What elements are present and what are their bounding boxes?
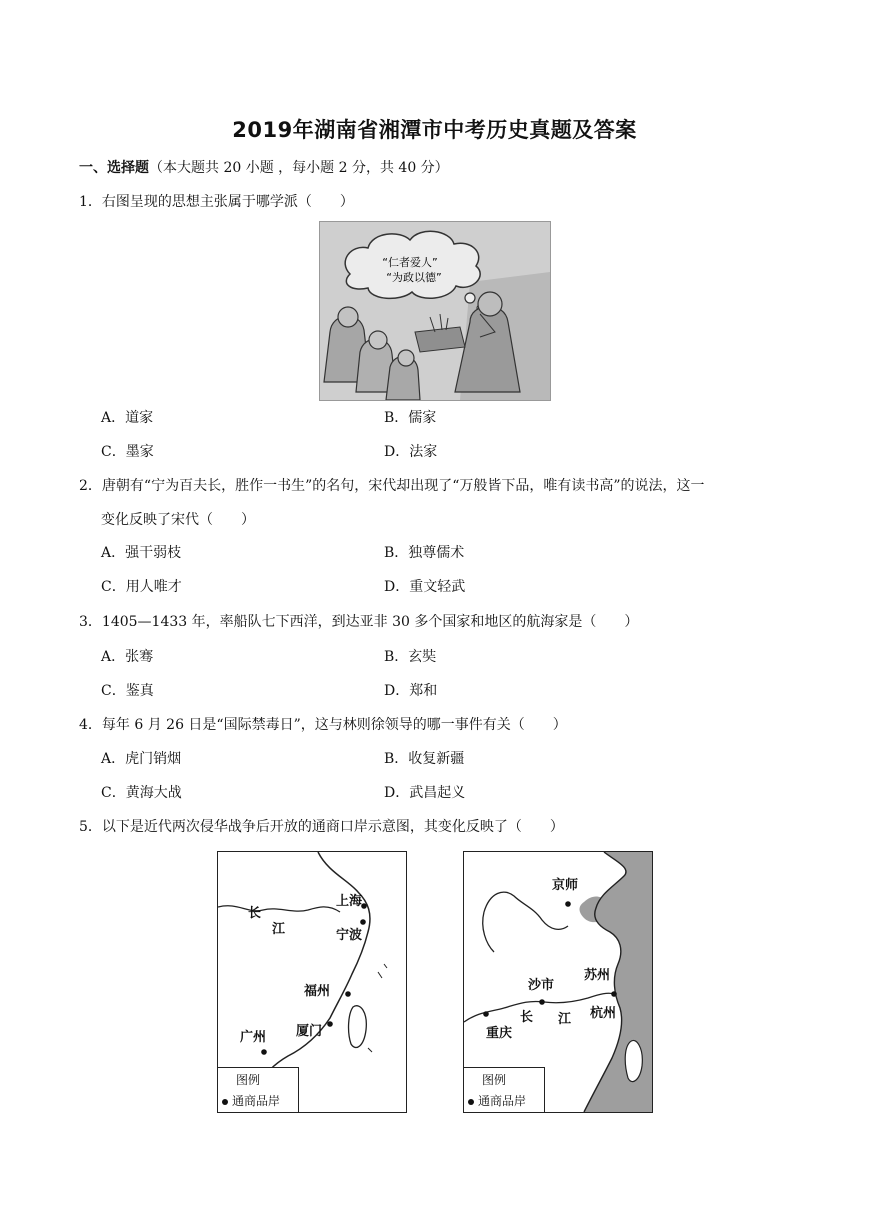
port-dot-icon — [222, 1099, 228, 1105]
map2-legend — [464, 1067, 545, 1112]
question-4-option-d: D．武昌起义 — [384, 785, 466, 801]
question-3-option-d: D．郑和 — [384, 683, 438, 699]
question-2-stem-line2: 变化反映了宋代（ ） — [101, 512, 255, 528]
map1-legend — [218, 1067, 299, 1112]
map1-label-fuzhou: 福州 — [304, 984, 331, 999]
question-2-option-a: A．强干弱枝 — [101, 545, 182, 561]
map2-label-jiang: 江 — [558, 1012, 572, 1027]
map1-label-jiang: 江 — [272, 922, 286, 937]
section-note: （本大题共 20 小题 ，每小题 2 分，共 40 分） — [149, 160, 449, 176]
question-4-option-c: C．黄海大战 — [101, 785, 182, 801]
map2-label-chongqing: 重庆 — [486, 1026, 513, 1041]
treaty-ports-map-2 — [463, 851, 653, 1113]
confucius-illustration — [319, 221, 551, 401]
map2-label-jingshi: 京师 — [552, 878, 579, 893]
treaty-ports-map-1 — [217, 851, 407, 1113]
map2-label-suzhou: 苏州 — [584, 968, 611, 983]
question-1-option-a: A．道家 — [101, 410, 154, 426]
question-4-stem: 4．每年 6 月 26 日是“国际禁毒日”，这与林则徐领导的哪一事件有关（ ） — [79, 717, 567, 733]
question-3-stem: 3．1405—1433 年，率船队七下西洋，到达亚非 30 多个国家和地区的航海家是（ ） — [79, 614, 639, 630]
question-4-option-b: B．收复新疆 — [384, 751, 465, 767]
port-dot-icon — [468, 1099, 474, 1105]
map1-label-shanghai: 上海 — [336, 894, 363, 909]
map2-label-shashi: 沙市 — [528, 978, 555, 993]
question-2-stem-line1: 2．唐朝有“宁为百夫长，胜作一书生”的名句，宋代却出现了“万般皆下品，唯有读书高”的说法，这一 — [79, 478, 705, 494]
question-2-option-b: B．独尊儒术 — [384, 545, 465, 561]
map1-label-ningbo: 宁波 — [336, 928, 363, 943]
map1-legend-title: 图例 — [236, 1073, 261, 1087]
question-3-option-c: C．鉴真 — [101, 683, 154, 699]
map2-legend-title: 图例 — [482, 1073, 507, 1087]
question-1-stem: 1．右图呈现的思想主张属于哪学派（ ） — [79, 194, 354, 210]
question-3-option-b: B．玄奘 — [384, 649, 437, 665]
map1-label-guangzhou: 广州 — [240, 1030, 267, 1045]
question-1-option-b: B．儒家 — [384, 410, 437, 426]
question-4-option-a: A．虎门销烟 — [101, 751, 182, 767]
question-5-stem: 5．以下是近代两次侵华战争后开放的通商口岸示意图，其变化反映了（ ） — [79, 819, 564, 835]
map2-label-chang: 长 — [520, 1010, 534, 1025]
figure-quote-1: “仁者爱人” — [382, 256, 438, 269]
figure-quote-2: “为政以德” — [386, 271, 442, 284]
page-title: 2019年湖南省湘潭市中考历史真题及答案 — [232, 118, 637, 142]
map2-legend-item — [468, 1092, 526, 1109]
question-2-option-c: C．用人唯才 — [101, 579, 182, 595]
map2-label-hangzhou: 杭州 — [590, 1006, 617, 1021]
question-3-option-a: A．张骞 — [101, 649, 154, 665]
section-title: 一、选择题 — [79, 160, 149, 176]
section-heading — [79, 158, 449, 178]
question-1-option-c: C．墨家 — [101, 444, 154, 460]
map2-legend-item-label: 通商品岸 — [478, 1094, 527, 1108]
question-1-option-d: D．法家 — [384, 444, 438, 460]
question-2-option-d: D．重文轻武 — [384, 579, 466, 595]
map1-legend-item-label: 通商品岸 — [232, 1094, 281, 1108]
map1-legend-item — [222, 1092, 280, 1109]
map1-label-chang: 长 — [248, 906, 262, 921]
map1-label-xiamen: 厦门 — [296, 1024, 323, 1039]
